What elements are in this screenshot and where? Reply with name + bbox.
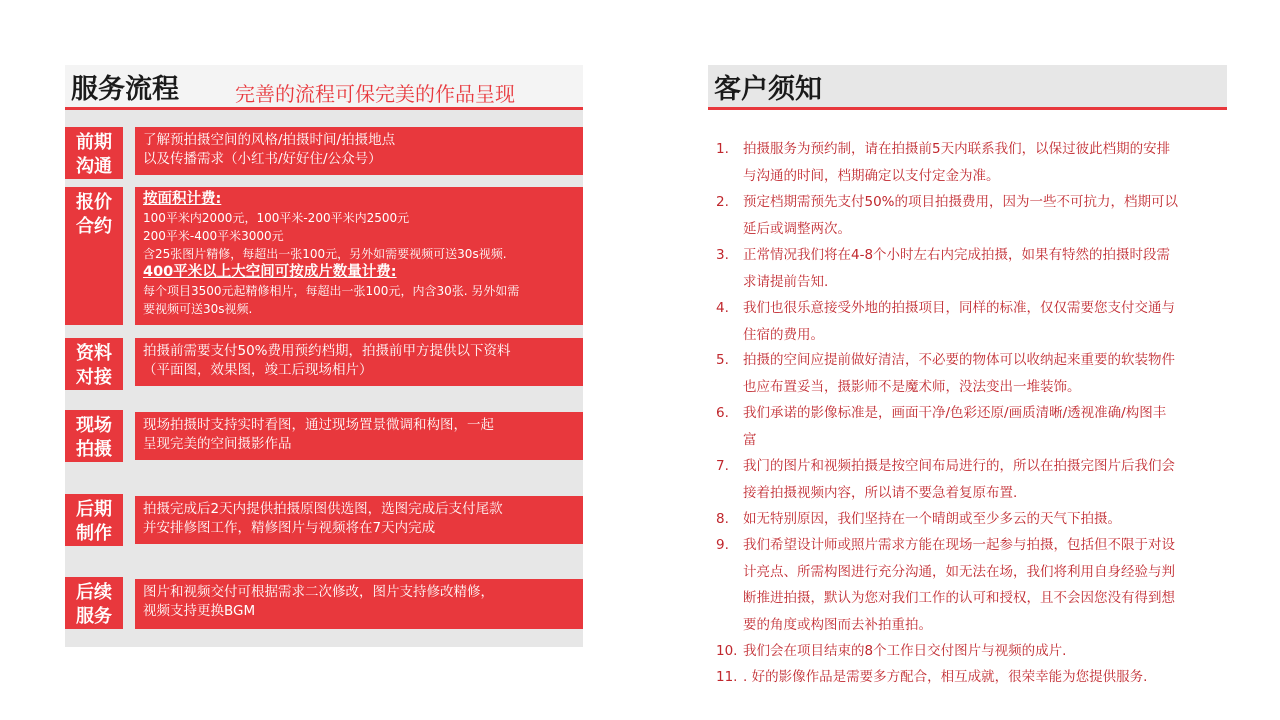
notice-item <box>716 400 1236 453</box>
notice-item <box>716 347 1236 400</box>
step-label-line: 服务 <box>76 606 112 627</box>
step-label-quotation <box>65 187 123 325</box>
notice-text: 我们承诺的影像标准是，画面干净/色彩还原/画质清晰/透视准确/构图丰 <box>743 405 1167 421</box>
notice-text: 要的角度或构图而去补拍重拍。 <box>743 616 932 633</box>
notice-text: 住宿的费用。 <box>743 326 824 343</box>
step-text: 呈现完美的空间摄影作品 <box>143 436 292 452</box>
step-text: 了解预拍摄空间的风格/拍摄时间/拍摄地点 <box>143 132 396 148</box>
step-label-line: 后期 <box>76 499 112 520</box>
notice-item <box>716 453 1236 506</box>
notice-item <box>716 532 1236 638</box>
notice-number: 10. <box>716 643 738 659</box>
notice-item <box>716 506 1236 533</box>
step-text: （平面图，效果图，竣工后现场相片） <box>143 362 373 378</box>
step-text: 含25张图片精修，每超出一张100元，另外如需要视频可送30s视频. <box>143 247 507 261</box>
notice-number: 11. <box>716 669 738 685</box>
step-box-post-production <box>135 496 583 544</box>
notice-number: 6. <box>716 405 729 421</box>
notice-text: 我们希望设计师或照片需求方能在现场一起参与拍摄，包括但不限于对设 <box>743 537 1175 553</box>
notice-text: 我们会在项目结束的8个工作日交付图片与视频的成片. <box>743 643 1067 659</box>
step-label-onsite-shooting <box>65 410 123 462</box>
pricing-heading-count: 400平米以上大空间可按成片数量计费: <box>143 264 397 280</box>
notice-number: 4. <box>716 300 729 316</box>
step-box-onsite-shooting <box>135 412 583 460</box>
step-label-consultation <box>65 127 123 179</box>
notice-item <box>716 638 1236 665</box>
notice-text: 求请提前告知. <box>743 273 829 290</box>
notice-item <box>716 664 1236 691</box>
step-text: 要视频可送30s视频. <box>143 302 253 316</box>
service-process-header <box>65 65 583 110</box>
notice-item <box>716 242 1236 295</box>
step-text: 图片和视频交付可根据需求二次修改，图片支持修改精修， <box>143 584 494 600</box>
step-label-after-service <box>65 577 123 629</box>
step-text: 现场拍摄时支持实时看图，通过现场置景微调和构图，一起 <box>143 417 494 433</box>
notice-number: 7. <box>716 458 729 474</box>
notice-item <box>716 189 1236 242</box>
service-process-panel <box>65 65 583 647</box>
notice-text: 延后或调整两次。 <box>743 220 851 237</box>
notice-text: 断推进拍摄，默认为您对我们工作的认可和授权，且不会因您没有得到想 <box>743 590 1175 606</box>
notice-text: . 好的影像作品是需要多方配合，相互成就，很荣幸能为您提供服务. <box>743 669 1148 685</box>
notice-number: 1. <box>716 141 729 157</box>
notice-text: 计亮点、所需构图进行充分沟通，如无法在场，我们将利用自身经验与判 <box>743 563 1175 580</box>
notice-text: 与沟通的时间，档期确定以支付定金为准。 <box>743 167 1000 184</box>
customer-notice-title: 客户须知 <box>714 74 822 105</box>
step-box-quotation <box>135 187 583 325</box>
step-box-after-service <box>135 579 583 629</box>
step-text: 每个项目3500元起精修相片，每超出一张100元，内含30张. 另外如需 <box>143 284 520 298</box>
step-label-post-production <box>65 494 123 546</box>
notice-text: 富 <box>743 431 757 448</box>
step-text: 100平米内2000元，100平米-200平米内2500元 <box>143 211 410 225</box>
customer-notice-header <box>708 65 1227 110</box>
step-box-consultation <box>135 127 583 175</box>
notice-text: 我们也很乐意接受外地的拍摄项目，同样的标准，仅仅需要您支付交通与 <box>743 300 1175 316</box>
step-label-materials <box>65 338 123 390</box>
pricing-heading-area: 按面积计费: <box>143 191 222 207</box>
notice-number: 3. <box>716 247 729 263</box>
step-text: 并安排修图工作，精修图片与视频将在7天内完成 <box>143 520 436 536</box>
notice-item <box>716 295 1236 348</box>
notice-text: 如无特别原因，我们坚持在一个晴朗或至少多云的天气下拍摄。 <box>743 511 1121 527</box>
service-process-title: 服务流程 <box>71 74 179 105</box>
step-text: 拍摄完成后2天内提供拍摄原图供选图，选图完成后支付尾款 <box>143 501 503 517</box>
step-label-line: 现场 <box>76 415 112 436</box>
notice-text: 拍摄的空间应提前做好清洁，不必要的物体可以收纳起来重要的软装物件 <box>743 352 1175 368</box>
step-label-line: 报价 <box>76 192 112 213</box>
notice-text: 正常情况我们将在4-8个小时左右内完成拍摄，如果有特然的拍摄时段需 <box>743 247 1171 263</box>
step-label-line: 资料 <box>76 343 112 364</box>
step-text: 视频支持更换BGM <box>143 603 256 619</box>
step-box-materials <box>135 338 583 386</box>
notice-number: 5. <box>716 352 729 368</box>
notice-text: 接着拍摄视频内容，所以请不要急着复原布置. <box>743 484 1018 501</box>
step-label-line: 沟通 <box>76 156 112 177</box>
notice-text: 我门的图片和视频拍摄是按空间布局进行的，所以在拍摄完图片后我们会 <box>743 458 1175 474</box>
step-text: 200平米-400平米3000元 <box>143 229 284 243</box>
step-text: 拍摄前需要支付50%费用预约档期，拍摄前甲方提供以下资料 <box>143 343 511 359</box>
service-process-subtitle: 完善的流程可保完美的作品呈现 <box>235 82 515 106</box>
step-label-line: 后续 <box>76 582 112 603</box>
notice-text: 预定档期需预先支付50%的项目拍摄费用，因为一些不可抗力，档期可以 <box>743 194 1179 210</box>
notice-number: 9. <box>716 537 729 553</box>
step-text: 以及传播需求（小红书/好好住/公众号） <box>143 151 382 167</box>
notice-number: 2. <box>716 194 729 210</box>
notice-text: 也应布置妥当，摄影师不是魔术师，没法变出一堆装饰。 <box>743 378 1081 395</box>
step-label-line: 前期 <box>76 132 112 153</box>
notice-item <box>716 136 1236 189</box>
notice-text: 拍摄服务为预约制，请在拍摄前5天内联系我们，以保过彼此档期的安排 <box>743 141 1171 157</box>
step-label-line: 合约 <box>76 216 112 237</box>
notice-number: 8. <box>716 511 729 527</box>
step-label-line: 对接 <box>76 367 112 388</box>
step-label-line: 拍摄 <box>76 439 112 460</box>
step-label-line: 制作 <box>76 523 112 544</box>
